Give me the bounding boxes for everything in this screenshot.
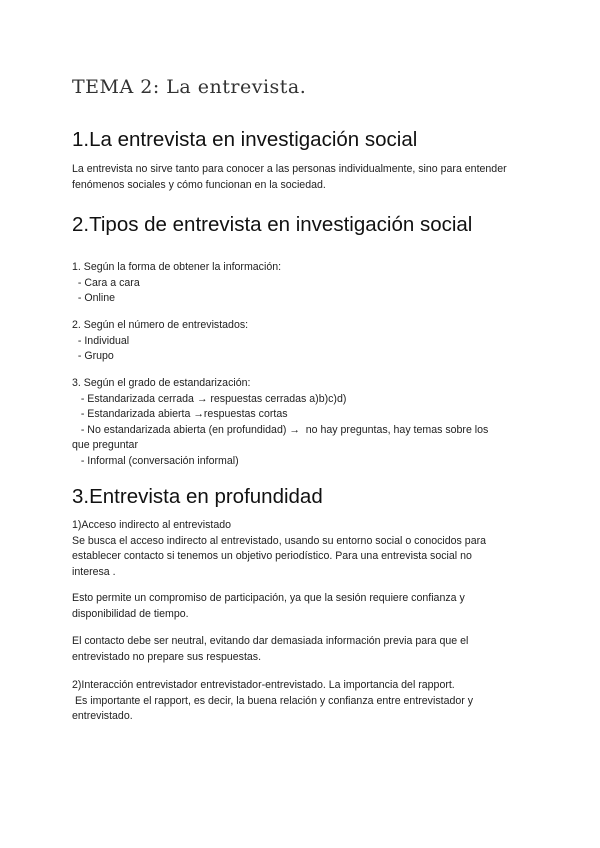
list-item: - Estandarizada cerrada → respuestas cerradas a)b)c)d)	[72, 392, 347, 405]
list-item: - Grupo	[72, 350, 114, 362]
text-line: La entrevista no sirve tanto para conocer a las personas individualmente, sino para entender	[72, 163, 507, 175]
list-item: - No estandarizada abierta (en profundidad) → no hay preguntas, hay temas sobre los	[72, 423, 489, 436]
list-item: 1. Según la forma de obtener la información:	[72, 261, 282, 273]
text-line: disponibilidad de tiempo.	[72, 607, 189, 620]
text-line: 1)Acceso indirecto al entrevistado	[72, 519, 231, 531]
text-line: interesa .	[72, 565, 116, 578]
section-3-paragraph-3	[72, 634, 542, 665]
list-item: 3. Según el grado de estandarización:	[72, 377, 251, 389]
section-1-paragraph	[72, 162, 542, 193]
section-3-paragraph-2	[72, 591, 542, 622]
list-item: - Individual	[72, 334, 130, 347]
list-item: - Estandarizada abierta →respuestas cortas	[72, 408, 288, 420]
text-line: Esto permite un compromiso de participación, ya que la sesión requiere confianza y	[72, 592, 465, 604]
text-line: entrevistado no prepare sus respuestas.	[72, 650, 262, 663]
section-3-paragraph-4	[72, 678, 542, 725]
text-line: El contacto debe ser neutral, evitando dar demasiada información previa para que el	[72, 635, 469, 647]
list-item: que preguntar	[72, 439, 138, 451]
text-line: entrevistado.	[72, 710, 133, 722]
document-title: TEMA 2: La entrevista.	[72, 76, 307, 98]
text-line: Se busca el acceso indirecto al entrevistado, usando su entorno social o conocidos para	[72, 534, 486, 547]
section-3-paragraph-1	[72, 518, 542, 580]
list-item: - Informal (conversación informal)	[72, 454, 239, 467]
list-item: - Cara a cara	[72, 276, 140, 289]
text-line: fenómenos sociales y cómo funcionan en la sociedad.	[72, 178, 326, 191]
type-list-1	[72, 260, 542, 307]
text-line: 2)Interacción entrevistador entrevistador-entrevistado. La importancia del rapport.	[72, 679, 455, 691]
type-list-2	[72, 318, 542, 365]
list-item: 2. Según el número de entrevistados:	[72, 319, 249, 331]
list-item: - Online	[72, 292, 115, 304]
text-line: establecer contacto si tenemos un objetivo periodístico. Para una entrevista social no	[72, 550, 472, 562]
type-list-3	[72, 376, 542, 469]
section-2-heading: 2.Tipos de entrevista en investigación social	[72, 213, 473, 236]
section-1-heading: 1.La entrevista en investigación social	[72, 128, 418, 151]
text-line: Es importante el rapport, es decir, la buena relación y confianza entre entrevistador y	[72, 694, 474, 707]
section-3-heading: 3.Entrevista en profundidad	[72, 485, 323, 508]
